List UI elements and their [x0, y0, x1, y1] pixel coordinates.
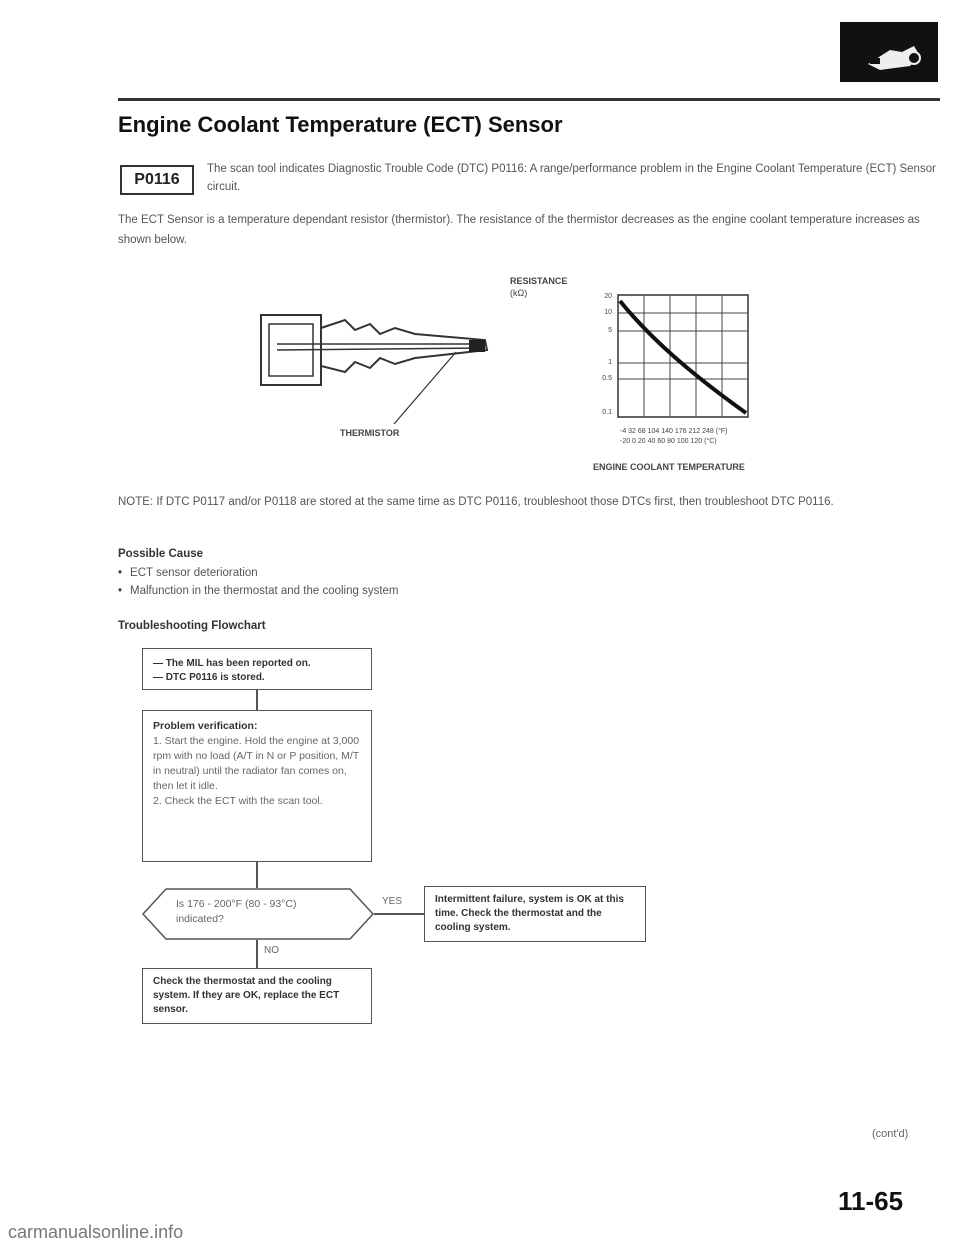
- resistance-unit: (kΩ): [510, 288, 528, 298]
- graph-x-axis-label: ENGINE COOLANT TEMPERATURE: [593, 462, 745, 472]
- verify-title: Problem verification:: [153, 720, 258, 732]
- y-tick: 10: [604, 309, 612, 316]
- no-label: NO: [264, 945, 279, 956]
- yes-label: YES: [382, 896, 403, 907]
- y-tick: 20: [604, 293, 612, 300]
- start-line: — The MIL has been reported on.: [153, 658, 311, 669]
- verify-step: 2. Check the ECT with the scan tool.: [153, 795, 323, 807]
- verify-step: 1. Start the engine. Hold the engine at 3,000 rpm with no load (A/T in N or P position, M/T in neutral) until the radiator fan comes on, then let it idle.: [153, 735, 360, 792]
- problem-verification-box: [142, 710, 372, 862]
- watermark-url: carmanualsonline.info: [8, 1222, 184, 1242]
- dtc-description: The scan tool indicates Diagnostic Trouble Code (DTC) P0116: A range/performance problem in the Engine Coolant Temperature (ECT) Sensor circuit.: [207, 163, 936, 193]
- resistance-axis-label: RESISTANCE: [510, 276, 568, 286]
- cause-item: • Malfunction in the thermostat and the cooling system: [118, 582, 718, 600]
- dtc-code-badge: P0116: [120, 165, 194, 195]
- header-rule: [118, 98, 940, 101]
- decision-text: Is 176 - 200°F (80 - 93°C) indicated?: [176, 898, 297, 925]
- page-number: 11-65: [838, 1186, 904, 1216]
- possible-cause-heading: Possible Cause: [118, 548, 204, 560]
- y-tick: 5: [608, 327, 612, 334]
- flow-start-box: [142, 648, 372, 690]
- y-tick: 1: [608, 359, 612, 366]
- flow-connector: [256, 690, 258, 710]
- cause-item: • ECT sensor deterioration: [118, 564, 718, 582]
- flow-connector-no: [256, 940, 258, 968]
- flowchart-heading: Troubleshooting Flowchart: [118, 620, 266, 632]
- y-tick: 0.1: [602, 409, 612, 416]
- continued-label: (cont'd): [872, 1128, 909, 1140]
- page-title: Engine Coolant Temperature (ECT) Sensor: [118, 112, 563, 137]
- flow-connector: [256, 862, 258, 888]
- thermistor-label: THERMISTOR: [340, 428, 400, 438]
- start-line: — DTC P0116 is stored.: [153, 672, 265, 683]
- flow-connector-yes: [374, 913, 424, 915]
- note-paragraph: NOTE: If DTC P0117 and/or P0118 are stored at the same time as DTC P0116, troubleshoot those DTCs first, then troubleshoot DTC P0116.: [118, 496, 834, 508]
- no-result-box: Check the thermostat and the cooling system. If they are OK, replace the ECT sensor.: [142, 968, 372, 1024]
- section-logo-icon: [840, 22, 938, 82]
- thermistor-leader-line: [390, 350, 460, 435]
- yes-result-box: Intermittent failure, system is OK at this time. Check the thermostat and the cooling system.: [424, 886, 646, 942]
- decision-shape: [142, 888, 374, 940]
- intro-paragraph: The ECT Sensor is a temperature dependant resistor (thermistor). The resistance of the thermistor decreases as the engine coolant temperature increases as shown below.: [118, 214, 920, 246]
- graph-x-ticks-f: -4 32 68 104 140 176 212 248 (°F): [620, 428, 728, 435]
- possible-cause-section: [118, 548, 718, 600]
- y-tick: 0.5: [602, 375, 612, 382]
- graph-x-ticks-c: -20 0 20 40 60 80 100 120 (°C): [620, 438, 717, 445]
- resistance-temperature-graph: [600, 293, 760, 428]
